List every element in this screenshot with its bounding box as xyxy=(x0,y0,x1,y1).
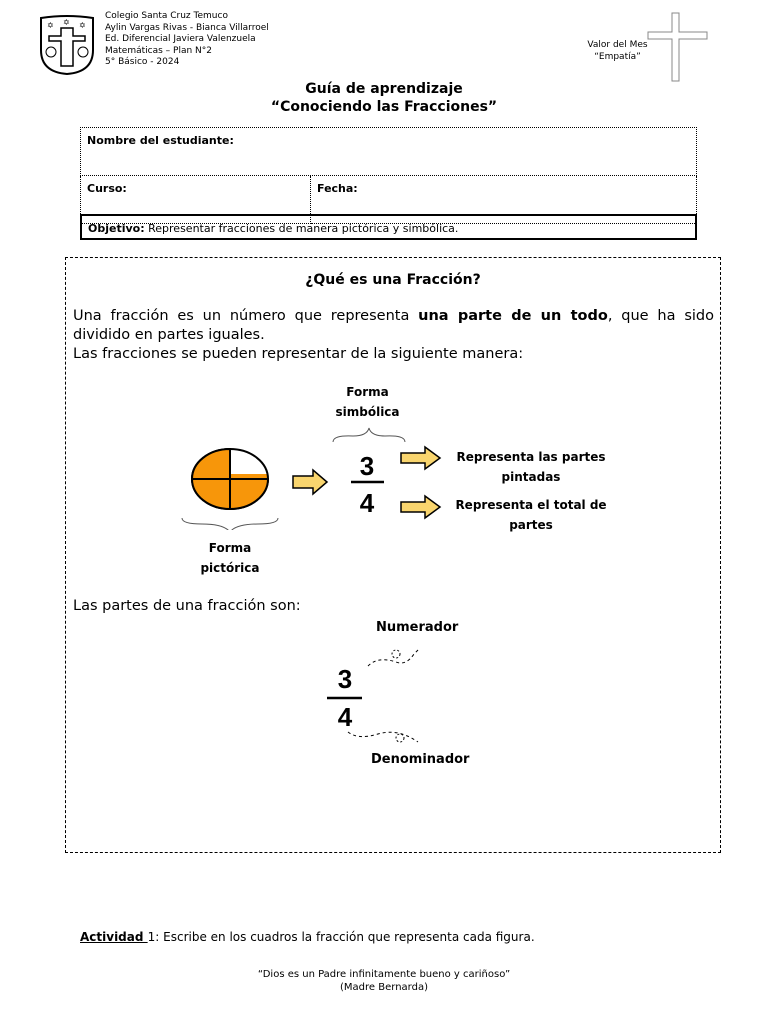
denominator-digit: 4 xyxy=(359,488,375,518)
objective-label: Objetivo: xyxy=(88,222,145,235)
denominator-label: Denominador xyxy=(371,752,470,767)
numerator-digit-2: 3 xyxy=(337,664,353,694)
arrow-icon xyxy=(401,496,440,518)
educator: Ed. Diferencial Javiera Valenzuela xyxy=(105,34,256,44)
student-name-field[interactable]: Nombre del estudiante: xyxy=(81,128,697,176)
svg-text:✡: ✡ xyxy=(47,21,54,30)
student-info-table xyxy=(80,127,697,224)
teachers: Aylin Vargas Rivas - Bianca Villarroel xyxy=(105,22,269,33)
numerator-description: Representa las partes pintadas xyxy=(456,450,606,484)
dashed-arrow-icon xyxy=(348,732,418,742)
pie-circle xyxy=(192,449,268,509)
dashed-arrow-icon xyxy=(368,650,418,666)
brace-icon xyxy=(182,518,278,530)
denominator-digit-2: 4 xyxy=(337,702,353,732)
arrows xyxy=(398,445,444,523)
objective-text: Representar fracciones de manera pictórica y simbólica. xyxy=(144,222,459,235)
numerator-label: Numerador xyxy=(376,620,459,635)
subject: Matemáticas – Plan N°2 xyxy=(105,45,212,56)
svg-text:✡: ✡ xyxy=(63,18,70,27)
intro-paragraph: Una fracción es un número que representa una parte de un todo, que ha sido dividido en partes iguales. Las fracciones se pueden representar de la siguiente manera: xyxy=(73,308,714,362)
svg-text:✡: ✡ xyxy=(79,21,86,30)
section-heading: ¿Qué es una Fracción? xyxy=(305,272,481,288)
page-title: Guía de aprendizaje “Conociendo las Fracciones” xyxy=(270,81,498,115)
arrow-icon xyxy=(401,447,440,469)
arrow-icon xyxy=(293,470,327,494)
school-info xyxy=(105,11,269,69)
valor-value: “Empatía” xyxy=(594,51,641,62)
course-field[interactable]: Curso: xyxy=(81,176,311,224)
school-logo xyxy=(37,14,97,76)
objective-box xyxy=(80,214,697,240)
parts-graphics xyxy=(320,636,430,746)
denominator-description: Representa el total de partes xyxy=(455,498,607,532)
cross-icon xyxy=(644,12,710,82)
symbolic-label: Forma simbólica xyxy=(335,385,400,419)
grade: 5° Básico - 2024 xyxy=(105,57,180,67)
activity-instruction: Actividad 1: Escribe en los cuadros la fracción que representa cada figura. xyxy=(80,930,535,944)
date-field[interactable]: Fecha: xyxy=(311,176,697,224)
valor-label: Valor del Mes xyxy=(587,40,648,50)
brace-icon xyxy=(333,428,405,442)
parts-intro: Las partes de una fracción son: xyxy=(73,598,301,614)
school-name: Colegio Santa Cruz Temuco xyxy=(105,11,228,21)
pictorial-label: Forma pictórica xyxy=(200,541,260,575)
numerator-digit: 3 xyxy=(359,451,375,481)
footer-quote: “Dios es un Padre infinitamente bueno y cariñoso” (Madre Bernarda) xyxy=(257,969,511,993)
